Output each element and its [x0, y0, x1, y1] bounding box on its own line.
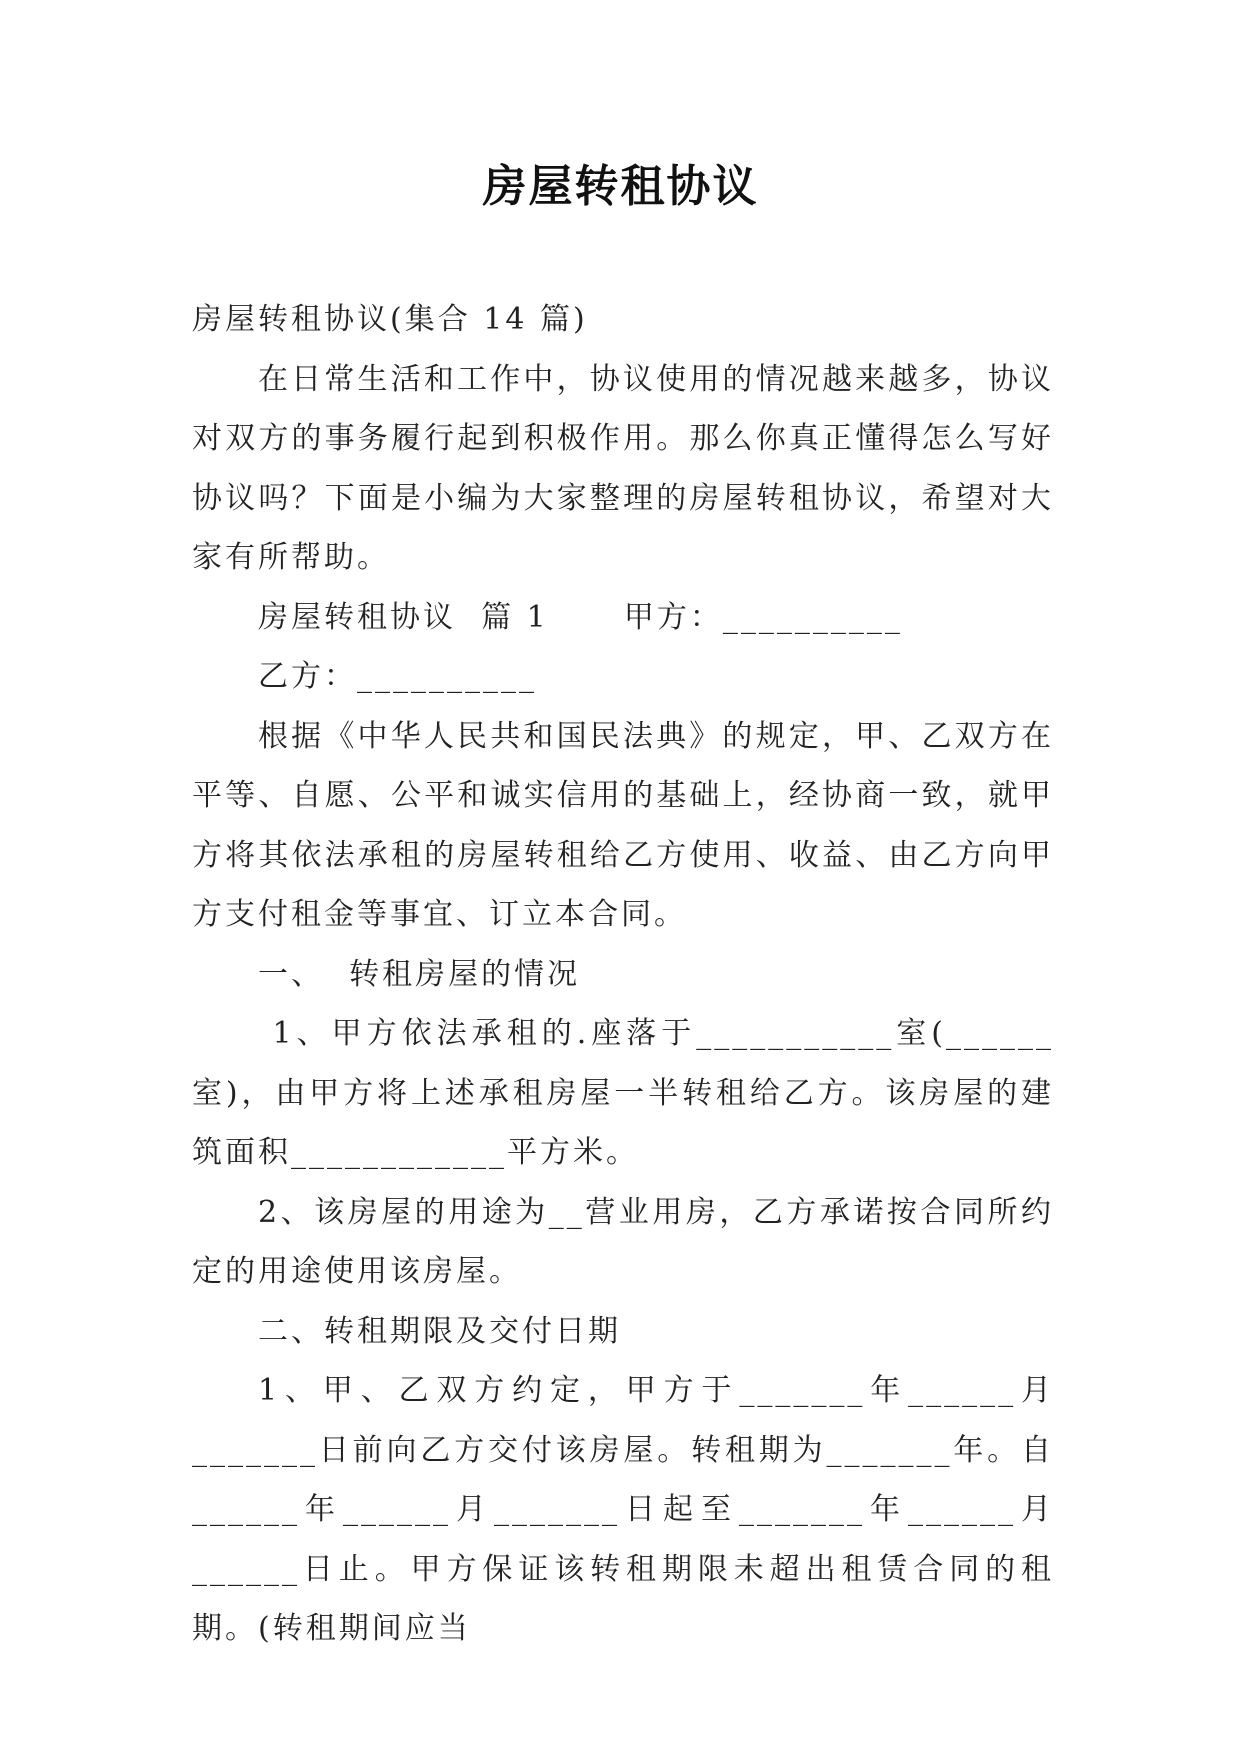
clause-1-1: 1、甲方依法承租的.座落于___________室(______室)，由甲方将上述承租房屋一半转租给乙方。该房屋的建筑面积____________平方米。 [192, 1016, 1054, 1170]
paragraph-legal-basis: 根据《中华人民共和国民法典》的规定，甲、乙双方在平等、自愿、公平和诚实信用的基础上，经协商一致，就甲方将其依法承租的房屋转租给乙方使用、收益、由乙方向甲方支付租金等事宜、订立本合同。 [192, 718, 1054, 932]
section-heading-1: 一、 转租房屋的情况 [258, 956, 581, 992]
paragraph-subtitle: 房屋转租协议(集合 14 篇) [192, 302, 588, 337]
section-heading-2: 二、转租期限及交付日期 [258, 1313, 621, 1349]
paragraph-party-b: 乙方：__________ [258, 659, 537, 694]
clause-2-1: 1、甲、乙双方约定，甲方于_______年______月_______日前向乙方交付该房屋。转租期为_______年。自______年______月_______日起至_______年______月______日止。甲方保证该转租期限未超出租赁合同的租期。(转租期间应当 [192, 1373, 1054, 1646]
document-title: 房屋转租协议 [482, 161, 759, 212]
paragraph-party-a: 房屋转租协议 篇 1 甲方：__________ [258, 599, 903, 635]
document-body [192, 290, 1054, 1659]
clause-1-2: 2、该房屋的用途为__营业用房，乙方承诺按合同所约定的用途使用该房屋。 [192, 1194, 1054, 1289]
paragraph-intro: 在日常生活和工作中，协议使用的情况越来越多，协议对双方的事务履行起到积极作用。那么你真正懂得怎么写好协议吗？下面是小编为大家整理的房屋转租协议，希望对大家有所帮助。 [192, 361, 1054, 575]
